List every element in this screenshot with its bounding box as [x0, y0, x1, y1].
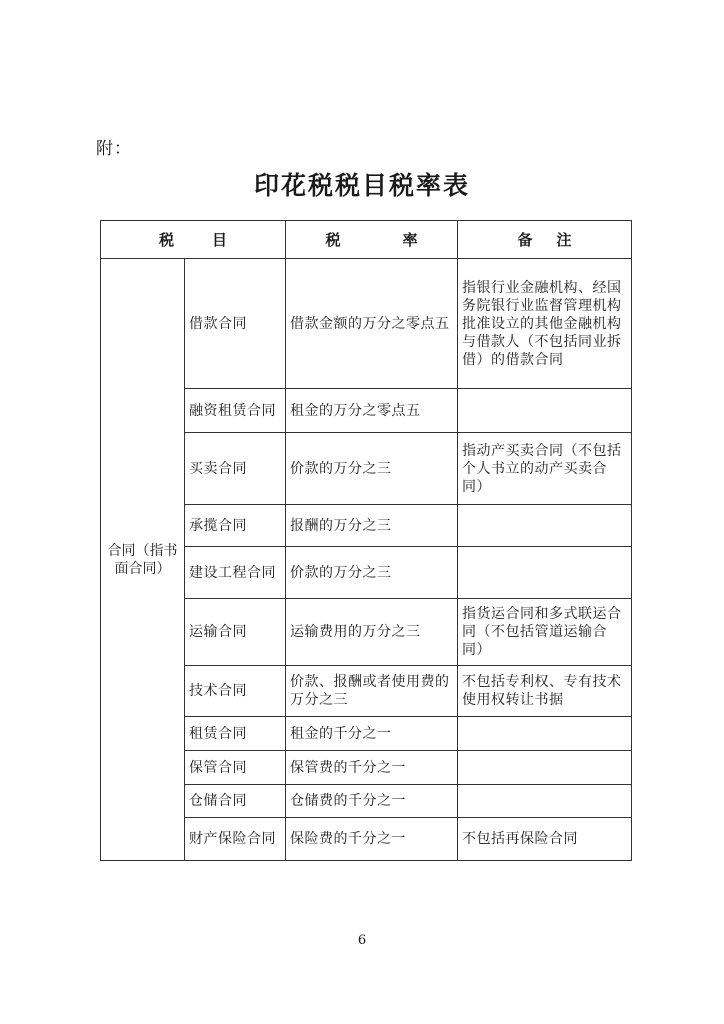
header-rate-char-2: 率	[402, 230, 418, 249]
item-note	[458, 547, 632, 599]
item-name: 保管合同	[185, 751, 286, 785]
header-note	[458, 221, 632, 259]
item-rate: 保险费的千分之一	[286, 818, 458, 861]
item-rate: 价款的万分之三	[286, 547, 458, 599]
header-item-char-1: 税	[159, 230, 175, 249]
item-note: 指银行业金融机构、经国务院银行业监督管理机构批准设立的其他金融机构与借款人（不包括同业拆借）的借款合同	[458, 259, 632, 389]
item-name: 承揽合同	[185, 505, 286, 547]
item-note	[458, 389, 632, 433]
item-rate: 保管费的千分之一	[286, 751, 458, 785]
header-rate	[286, 221, 458, 259]
item-rate: 租金的千分之一	[286, 717, 458, 751]
item-name: 融资租赁合同	[185, 389, 286, 433]
header-rate-char-1: 税	[325, 230, 341, 249]
item-name: 租赁合同	[185, 717, 286, 751]
item-name: 运输合同	[185, 599, 286, 666]
header-item-char-2: 目	[211, 230, 227, 249]
item-rate: 借款金额的万分之零点五	[286, 259, 458, 389]
header-note-char-2: 注	[556, 230, 572, 249]
page-title: 印花税税目税率表	[253, 171, 470, 200]
item-note	[458, 505, 632, 547]
header-item	[101, 221, 286, 259]
item-note: 不包括专利权、专有技术使用权转让书据	[458, 666, 632, 717]
item-note	[458, 785, 632, 818]
item-name: 建设工程合同	[185, 547, 286, 599]
item-rate: 价款、报酬或者使用费的万分之三	[286, 666, 458, 717]
attachment-label: 附：	[96, 139, 132, 159]
tax-rate-table	[100, 220, 632, 861]
header-note-char-1: 备	[517, 230, 533, 249]
item-name: 技术合同	[185, 666, 286, 717]
item-name: 仓储合同	[185, 785, 286, 818]
item-rate: 报酬的万分之三	[286, 505, 458, 547]
category-cell: 合同（指书面合同）	[101, 259, 185, 861]
item-note	[458, 751, 632, 785]
item-note: 不包括再保险合同	[458, 818, 632, 861]
item-note	[458, 717, 632, 751]
page-number: 6	[357, 933, 367, 948]
item-name: 借款合同	[185, 259, 286, 389]
item-note: 指货运合同和多式联运合同（不包括管道运输合同）	[458, 599, 632, 666]
item-rate: 运输费用的万分之三	[286, 599, 458, 666]
item-rate: 价款的万分之三	[286, 433, 458, 505]
item-name: 财产保险合同	[185, 818, 286, 861]
item-rate: 仓储费的千分之一	[286, 785, 458, 818]
item-note: 指动产买卖合同（不包括个人书立的动产买卖合同）	[458, 433, 632, 505]
item-rate: 租金的万分之零点五	[286, 389, 458, 433]
item-name: 买卖合同	[185, 433, 286, 505]
header-row	[101, 221, 632, 259]
table-row	[101, 259, 632, 389]
